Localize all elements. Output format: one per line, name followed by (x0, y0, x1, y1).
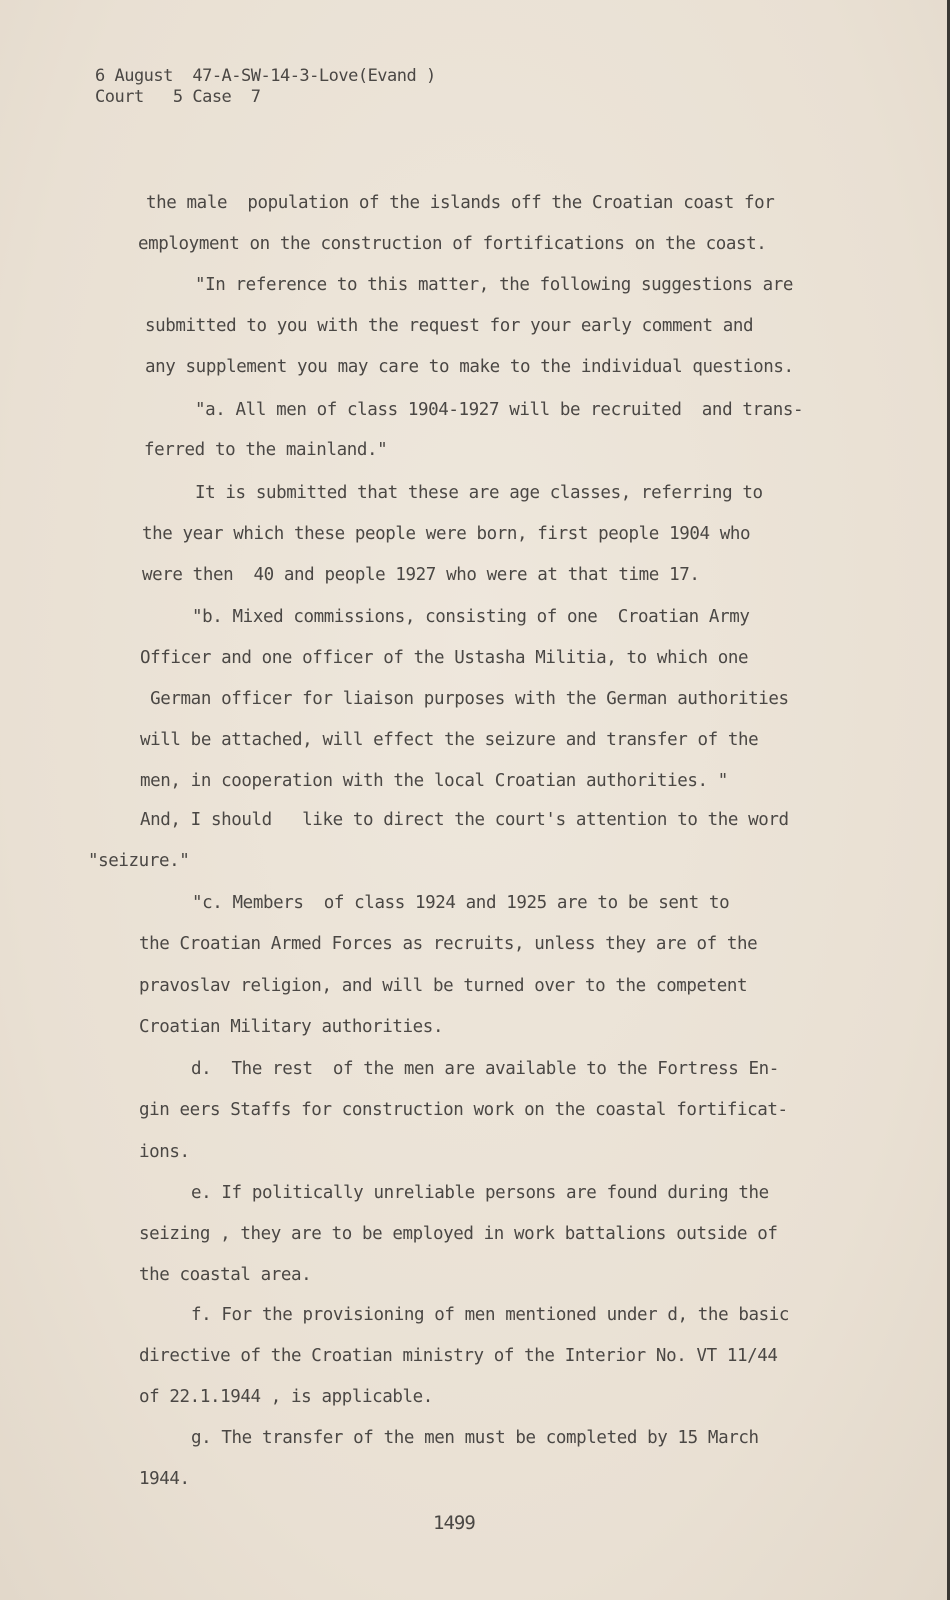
text-line: g. The transfer of the men must be completed by 15 March (191, 1428, 759, 1448)
text-line: employment on the construction of fortifications on the coast. (138, 234, 767, 254)
text-line: And, I should like to direct the court's attention to the word (140, 810, 789, 830)
text-line: the year which these people were born, first people 1904 who (142, 524, 751, 544)
text-line: men, in cooperation with the local Croatian authorities. " (140, 771, 728, 791)
text-line: ions. (139, 1142, 190, 1162)
text-line: submitted to you with the request for your early comment and (145, 316, 754, 336)
text-line: directive of the Croatian ministry of the Interior No. VT 11/44 (139, 1346, 778, 1366)
document-header (95, 66, 436, 108)
text-line: German officer for liaison purposes with the German authorities (140, 689, 789, 709)
text-line: "c. Members of class 1924 and 1925 are to be sent to (192, 893, 730, 913)
text-line: the coastal area. (139, 1265, 312, 1285)
header-line-2: Court 5 Case 7 (95, 87, 261, 107)
text-line: the male population of the islands off the Croatian coast for (146, 193, 775, 213)
text-line: f. For the provisioning of men mentioned under d, the basic (191, 1305, 790, 1325)
text-line: gin eers Staffs for construction work on the coastal fortificat- (139, 1100, 788, 1120)
page-number: 1499 (433, 1512, 475, 1534)
text-line: e. If politically unreliable persons are found during the (191, 1183, 769, 1203)
text-line: "seizure." (88, 851, 190, 871)
text-line: pravoslav religion, and will be turned over to the competent (139, 976, 748, 996)
text-line: Officer and one officer of the Ustasha Militia, to which one (140, 648, 749, 668)
text-line: "In reference to this matter, the following suggestions are (195, 275, 794, 295)
text-line: d. The rest of the men are available to the Fortress En- (191, 1059, 779, 1079)
text-line: will be attached, will effect the seizure and transfer of the (140, 730, 759, 750)
text-line: the Croatian Armed Forces as recruits, unless they are of the (139, 934, 758, 954)
text-line: any supplement you may care to make to the individual questions. (145, 357, 794, 377)
text-line: "b. Mixed commissions, consisting of one Croatian Army (192, 607, 750, 627)
text-line: seizing , they are to be employed in work battalions outside of (139, 1224, 778, 1244)
text-line: of 22.1.1944 , is applicable. (139, 1387, 433, 1407)
header-line-1: 6 August 47-A-SW-14-3-Love(Evand ) (95, 66, 436, 86)
text-line: ferred to the mainland." (144, 440, 388, 460)
text-line: Croatian Military authorities. (139, 1017, 444, 1037)
text-line: It is submitted that these are age classes, referring to (195, 483, 763, 503)
text-line: were then 40 and people 1927 who were at that time 17. (142, 565, 700, 585)
text-line: 1944. (139, 1469, 190, 1489)
text-line: "a. All men of class 1904-1927 will be recruited and trans- (195, 400, 804, 420)
